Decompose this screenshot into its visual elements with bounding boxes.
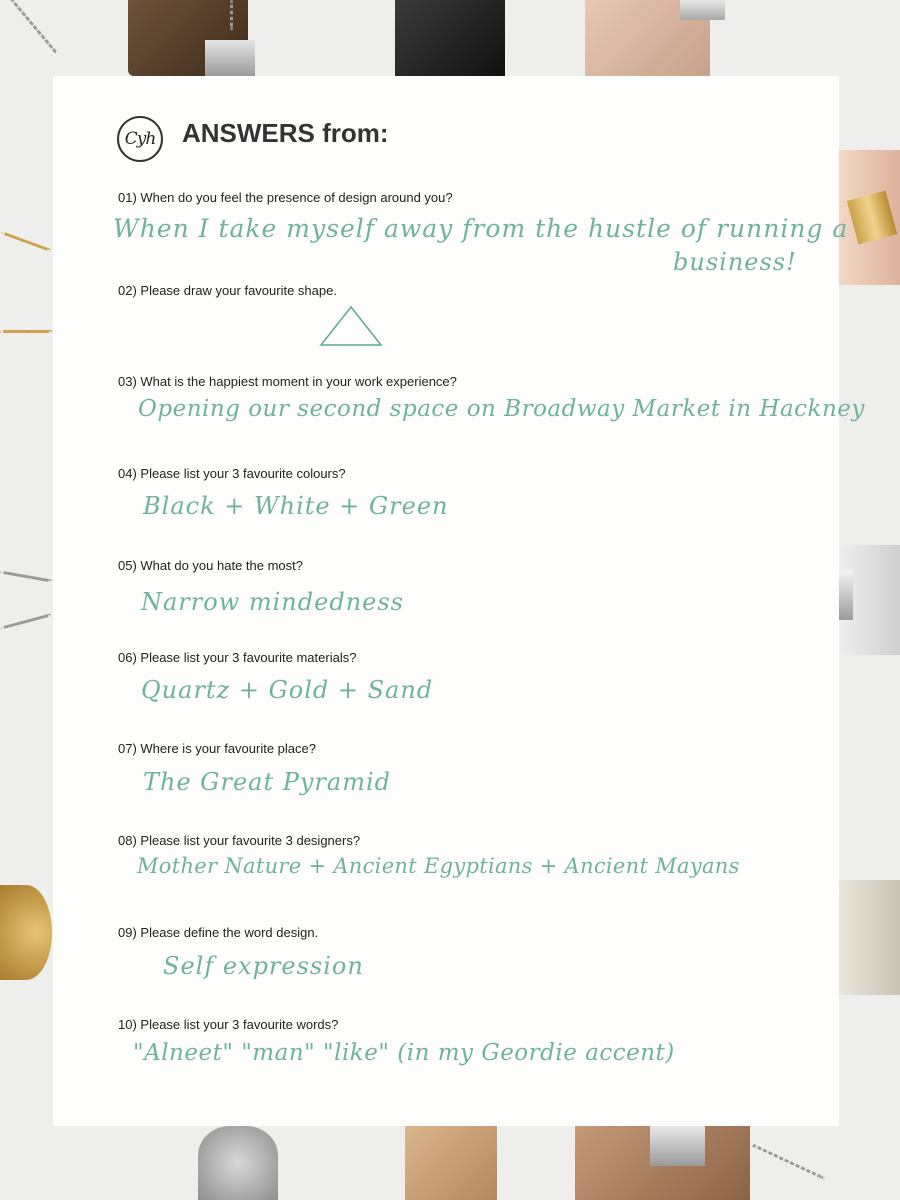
pendant-cap	[680, 0, 725, 20]
brand-logo	[117, 116, 163, 162]
question-7: 07) Where is your favourite place?	[118, 741, 316, 756]
answer-10: "Alneet" "man" "like" (in my Geordie accent)	[133, 1040, 675, 1066]
question-10: 10) Please list your 3 favourite words?	[118, 1017, 339, 1032]
gold-chain	[0, 330, 52, 333]
clear-quartz-pendant	[839, 880, 900, 995]
silver-chain	[0, 571, 52, 583]
question-6: 06) Please list your 3 favourite materials?	[118, 650, 357, 665]
answer-sheet	[53, 76, 865, 1126]
silver-pendant	[198, 1126, 278, 1200]
pendant-cap	[650, 1126, 705, 1166]
silver-chain	[10, 0, 57, 54]
question-9: 09) Please define the word design.	[118, 925, 319, 940]
question-1: 01) When do you feel the presence of design around you?	[118, 190, 453, 205]
answer-9: Self expression	[163, 952, 364, 980]
answer-1: When I take myself away from the hustle of running a	[113, 214, 849, 243]
silver-chain	[751, 1143, 825, 1180]
silver-chain	[230, 0, 233, 30]
question-8: 08) Please list your favourite 3 designers?	[118, 833, 361, 848]
question-3: 03) What is the happiest moment in your work experience?	[118, 374, 457, 389]
silver-chain	[0, 613, 51, 629]
answer-3: Opening our second space on Broadway Market in Hackney	[138, 396, 865, 422]
question-2: 02) Please draw your favourite shape.	[118, 283, 337, 298]
page-title: ANSWERS from:	[182, 118, 389, 148]
answer-8: Mother Nature + Ancient Egyptians + Ancient Mayans	[137, 854, 740, 878]
answer-5: Narrow mindedness	[141, 588, 404, 616]
pendant-cap	[205, 40, 255, 76]
answer-4: Black + White + Green	[143, 492, 449, 520]
answer-6: Quartz + Gold + Sand	[141, 676, 434, 704]
question-5: 05) What do you hate the most?	[118, 558, 303, 573]
black-crystal-pendant	[395, 0, 505, 76]
triangle-icon	[318, 304, 384, 348]
question-4: 04) Please list your 3 favourite colours?	[118, 466, 346, 481]
logo-text: Cyh	[124, 129, 156, 149]
rutilated-quartz-pendant	[405, 1126, 497, 1200]
answer-7: The Great Pyramid	[143, 768, 392, 796]
pendant-cap	[839, 570, 853, 620]
answer-1-continued: business!	[673, 248, 797, 276]
gold-coin-pendant	[0, 885, 52, 980]
gold-chain	[1, 231, 51, 252]
